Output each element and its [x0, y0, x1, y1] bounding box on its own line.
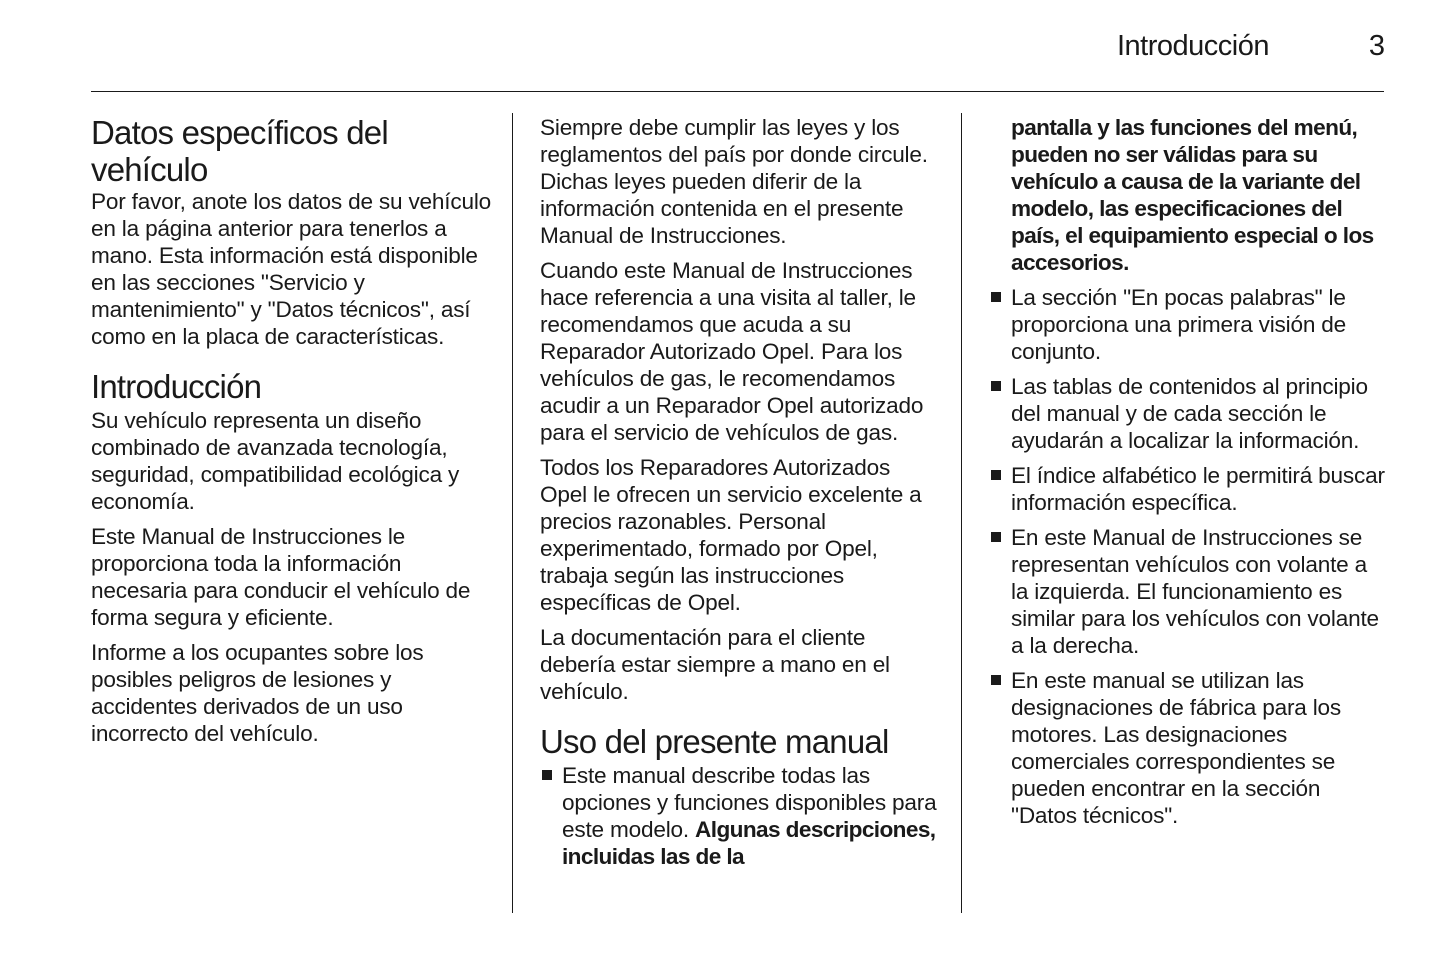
bullet-list-manual-use	[540, 762, 940, 870]
column-2	[540, 114, 940, 878]
list-item: En este Manual de Instrucciones se representan vehículos con volante a la izquierda. El funcionamiento es similar para los vehículos con volante a la derecha.	[1011, 524, 1387, 659]
paragraph-intro-2: Este Manual de Instrucciones le proporciona toda la información necesaria para conducir el vehículo de forma segura y eficiente.	[91, 524, 471, 630]
paragraph-workshop: Cuando este Manual de Instrucciones hace referencia a una visita al taller, le recomendamos que acuda a su Reparador Autorizado Opel. Para los vehículos de gas, le recomendamos acudir a un Reparador Opel autorizado para el servicio de vehículos de gas.	[540, 258, 924, 445]
section-title-manual-use: Uso del presente manual	[540, 723, 889, 760]
section-title-introduction: Introducción	[91, 368, 262, 405]
bold-text: Algunas descripciones, incluidas las de la	[562, 817, 936, 869]
column-3	[1011, 114, 1387, 837]
paragraph-intro-1: Su vehículo representa un diseño combinado de avanzada tecnología, seguridad, compatibilidad ecológica y economía.	[91, 408, 460, 514]
column-divider-right	[961, 113, 962, 913]
paragraph-laws: Siempre debe cumplir las leyes y los reglamentos del país por donde circule. Dichas leyes pueden diferir de la información contenida en el presente Manual de Instrucciones.	[540, 115, 928, 248]
list-item: El índice alfabético le permitirá buscar información específica.	[1011, 462, 1387, 516]
page-number: 3	[1368, 30, 1385, 62]
list-item: La sección "En pocas palabras" le proporciona una primera visión de conjunto.	[1011, 284, 1387, 365]
header-title: Introducción	[1117, 30, 1269, 62]
section-title-vehicle-data: Datos específicos del vehículo	[91, 114, 388, 188]
header-divider	[91, 91, 1384, 92]
paragraph-documentation: La documentación para el cliente debería estar siempre a mano en el vehículo.	[540, 625, 890, 704]
bullet-list-info	[1011, 284, 1387, 829]
list-item: Las tablas de contenidos al principio del manual y de cada sección le ayudarán a localizar la información.	[1011, 373, 1387, 454]
list-item: En este manual se utilizan las designaciones de fábrica para los motores. Las designaciones comerciales correspondientes se pueden encontrar en la sección "Datos técnicos".	[1011, 667, 1387, 829]
paragraph-intro-3: Informe a los ocupantes sobre los posibles peligros de lesiones y accidentes derivados de un uso incorrecto del vehículo.	[91, 640, 424, 746]
paragraph-vehicle-data: Por favor, anote los datos de su vehículo en la página anterior para tenerlos a mano. Esta información está disponible en las secciones "Servicio y mantenimiento" y "Datos técnicos", así como en la placa de características.	[91, 189, 491, 349]
list-item: Este manual describe todas las opciones y funciones disponibles para este modelo. Algunas descripciones, incluidas las de la	[540, 762, 940, 870]
column-divider-left	[512, 113, 513, 913]
bold-continuation: pantalla y las funciones del menú, pueden no ser válidas para su vehículo a causa de la variante del modelo, las especificaciones del país, el equipamiento especial o los accesorios.	[1011, 115, 1374, 275]
paragraph-repairers: Todos los Reparadores Autorizados Opel le ofrecen un servicio excelente a precios razonables. Personal experimentado, formado por Opel, trabaja según las instrucciones específicas de Opel.	[540, 455, 922, 615]
column-1	[91, 114, 491, 755]
